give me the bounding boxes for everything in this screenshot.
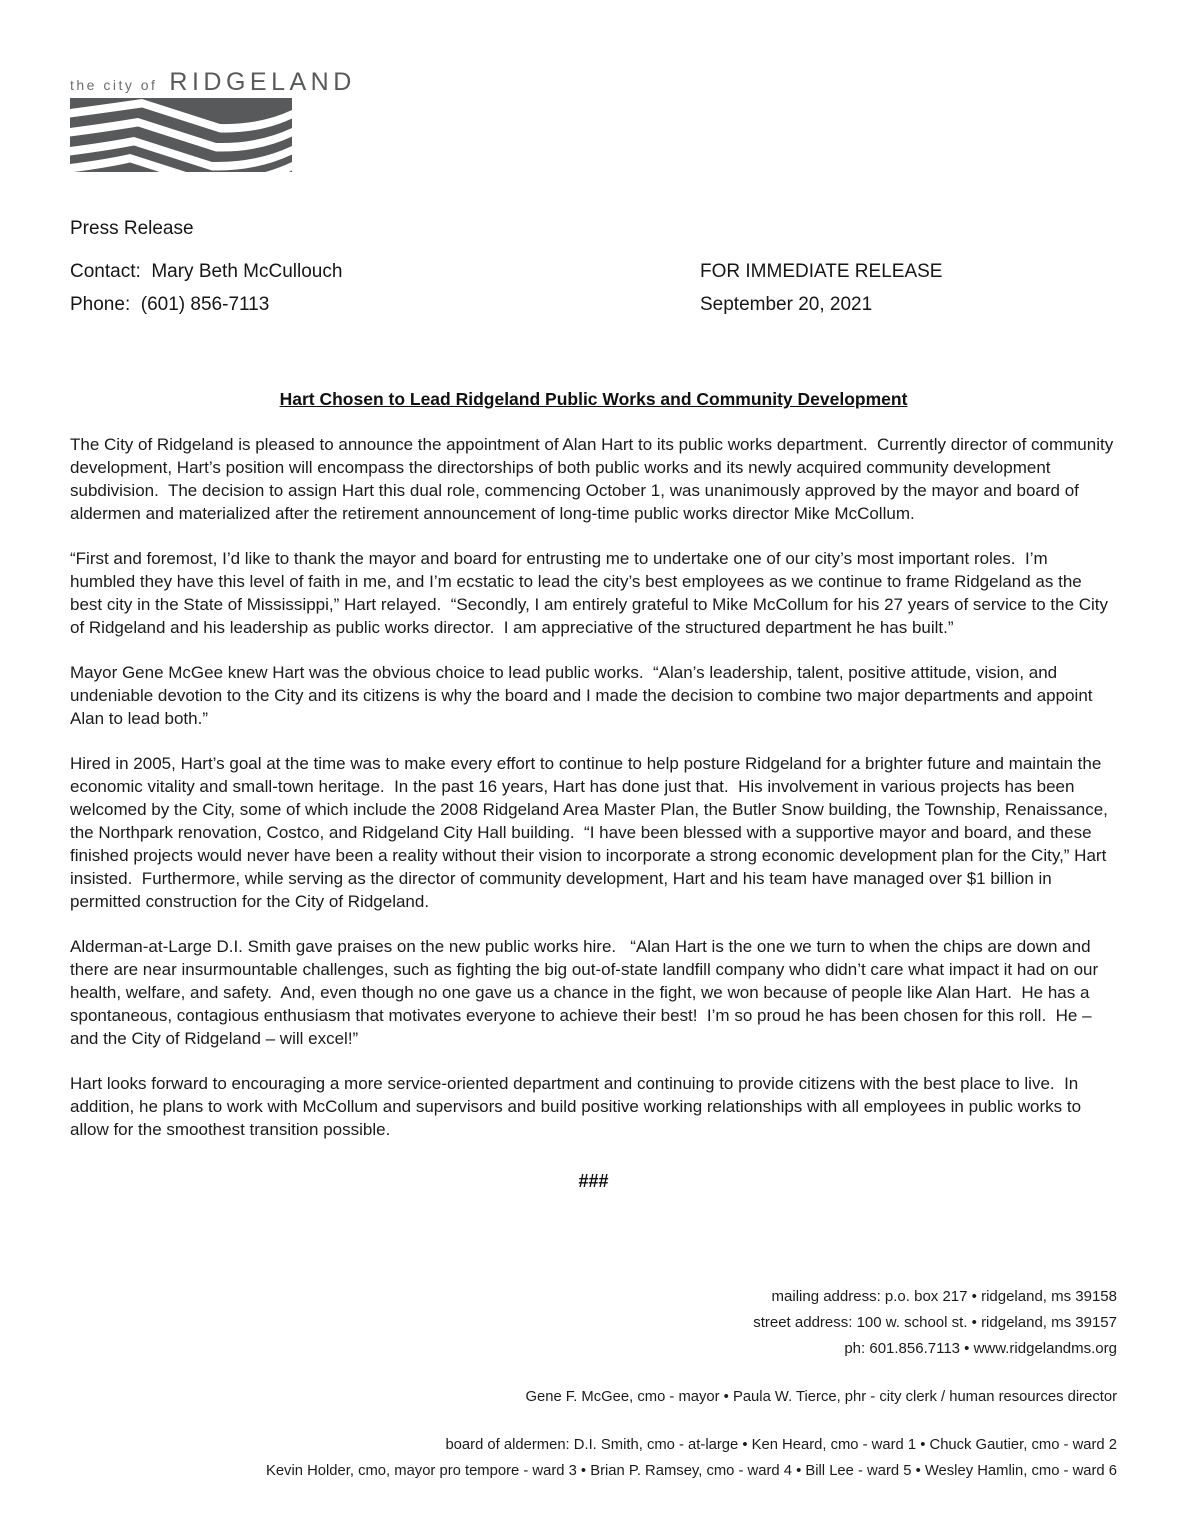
body-paragraph: Alderman-at-Large D.I. Smith gave praises on the new public works hire. “Alan Hart is the one we turn to when the chips are down and there are near insurmountable challenges, such as fighting the big out-of-state landfill company who didn’t care what impact it had on our health, welfare, and safety. And, even though no one gave us a chance in the fight, we won because of people like Alan Hart. He has a spontaneous, contagious enthusiasm that motivates everyone to achieve their best! I’m so proud he has been chosen for this roll. He – and the City of Ridgeland – will excel!”: [70, 937, 1103, 1048]
logo-city-name: RIDGELAND: [169, 68, 356, 96]
release-block: [700, 255, 1117, 321]
contact-release-row: [70, 255, 1117, 321]
logo-prefix-text: the city of: [70, 77, 158, 93]
body-paragraph: Mayor Gene McGee knew Hart was the obvious choice to lead public works. “Alan’s leadership, talent, positive attitude, vision, and undeniable devotion to the City and its citizens is why the board and I made the decision to combine two major departments and appoint Alan to lead both.”: [70, 663, 1097, 728]
contact-block: [70, 255, 700, 321]
aldermen-block: [70, 1432, 1117, 1484]
body-paragraph: “First and foremost, I’d like to thank the mayor and board for entrusting me to undertake one of our city’s most important roles. I’m humbled they have this level of faith in me, and I’m ecstatic to lead the city’s best employees as we continue to frame Ridgeland as the best city in the State of Mississippi,” Hart relayed. “Secondly, I am entirely grateful to Mike McCollum for his 27 years of service to the City of Ridgeland and his leadership as public works director. I am appreciative of the structured department he has built.”: [70, 549, 1113, 637]
ridgeland-waves-icon: [70, 98, 292, 172]
release-date: September 20, 2021: [700, 294, 873, 315]
headline: Hart Chosen to Lead Ridgeland Public Works and Community Development: [279, 389, 908, 409]
body-paragraph: Hired in 2005, Hart’s goal at the time was to make every effort to continue to help posture Ridgeland for a brighter future and maintain the economic vitality and small-town heritage. In the past 16 years, Hart has done just that. His involvement in various projects has been welcomed by the City, some of which include the 2008 Ridgeland Area Master Plan, the Butler Snow building, the Township, Renaissance, the Northpark renovation, Costco, and Ridgeland City Hall building. “I have been blessed with a supportive mayor and board, and these finished projects would never have been a reality without their vision to incorporate a strong economic development plan for the City,” Hart insisted. Furthermore, while serving as the director of community development, Hart and his team have managed over $1 billion in permitted construction for the City of Ridgeland.: [70, 754, 1113, 911]
phone-website-line: ph: 601.856.7113 • www.ridgelandms.org: [844, 1340, 1117, 1357]
body-paragraph: Hart looks forward to encouraging a more service-oriented department and continuing to provide citizens with the best place to live. In addition, he plans to work with McCollum and supervisors and build positive working relationships with all employees in public works to allow for the smoothest transition possible.: [70, 1074, 1086, 1139]
contact-line: Contact: Mary Beth McCullouch: [70, 261, 343, 282]
phone-line: Phone: (601) 856-7113: [70, 294, 270, 315]
body-paragraph: The City of Ridgeland is pleased to announce the appointment of Alan Hart to its public works department. Currently director of community development, Hart’s position will encompass the directorships of both public works and its newly acquired community development subdivision. The decision to assign Hart this dual role, commencing October 1, was unanimously approved by the mayor and board of aldermen and materialized after the retirement announcement of long-time public works director Mike McCollum.: [70, 435, 1118, 523]
doc-type-label: Press Release: [70, 218, 194, 239]
footer: [70, 1284, 1117, 1484]
body-text: [70, 433, 1117, 1141]
end-mark: ###: [578, 1171, 609, 1191]
aldermen-line: board of aldermen: D.I. Smith, cmo - at-large • Ken Heard, cmo - ward 1 • Chuck Gautier, cmo - ward 2: [445, 1437, 1117, 1453]
logo-text: [70, 68, 1117, 96]
mayor-clerk-line: Gene F. McGee, cmo - mayor • Paula W. Tierce, phr - city clerk / human resources director: [525, 1389, 1117, 1405]
address-block: [70, 1284, 1117, 1362]
release-line: FOR IMMEDIATE RELEASE: [700, 261, 943, 282]
aldermen-line: Kevin Holder, cmo, mayor pro tempore - ward 3 • Brian P. Ramsey, cmo - ward 4 • Bill Lee - ward 5 • Wesley Hamlin, cmo - ward 6: [265, 1463, 1117, 1479]
street-address-line: street address: 100 w. school st. • ridgeland, ms 39157: [753, 1314, 1117, 1331]
mailing-address-line: mailing address: p.o. box 217 • ridgeland, ms 39158: [771, 1288, 1117, 1305]
ridgeland-logo: [70, 68, 1117, 172]
